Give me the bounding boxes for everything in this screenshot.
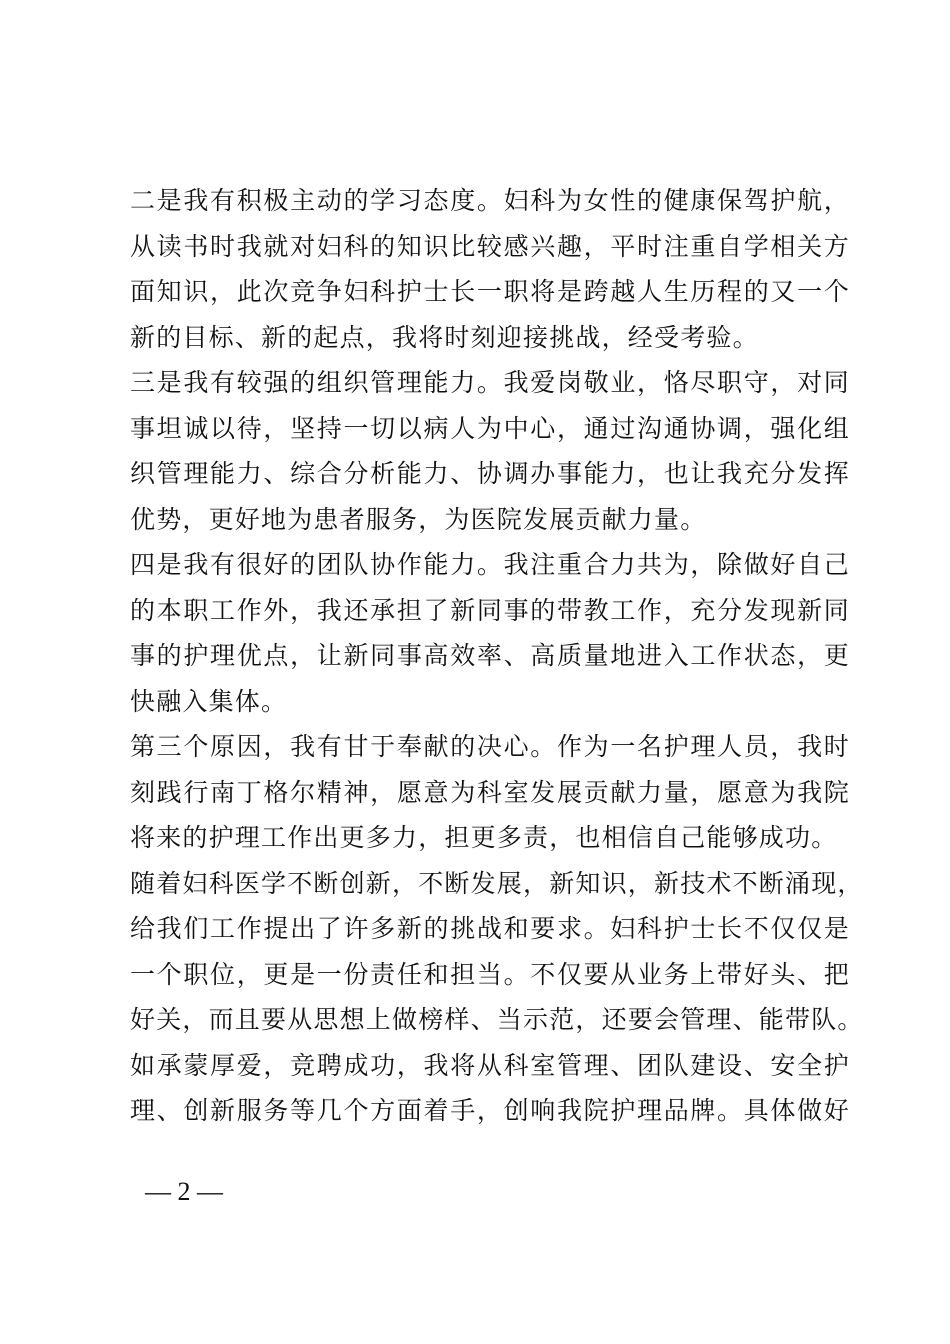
text-line: 一个职位，更是一份责任和担当。不仅要从业务上带好头、把: [130, 959, 850, 989]
text-line: 事的护理优点，让新同事高效率、高质量地进入工作状态，更: [130, 641, 850, 670]
text-line: 随着妇科医学不断创新，不断发展，新知识，新技术不断涌现，: [130, 868, 864, 898]
text-line: 理、创新服务等几个方面着手，创响我院护理品牌。具体做好: [130, 1096, 850, 1125]
text-line: 第三个原因，我有甘于奉献的决心。作为一名护理人员，我时: [130, 732, 850, 761]
text-line: 三是我有较强的组织管理能力。我爱岗敬业，恪尽职守，对同: [130, 368, 850, 397]
body-text: [130, 178, 864, 1134]
text-line: 织管理能力、综合分析能力、协调办事能力，也让我充分发挥: [130, 459, 850, 488]
text-line: 如承蒙厚爱，竞聘成功，我将从科室管理、团队建设、安全护: [130, 1050, 850, 1080]
text-line: 给我们工作提出了许多新的挑战和要求。妇科护士长不仅仅是: [130, 914, 850, 943]
text-line: 优势，更好地为患者服务，为医院发展贡献力量。: [130, 504, 707, 534]
text-line: 的本职工作外，我还承担了新同事的带教工作，充分发现新同: [130, 595, 850, 625]
text-line: 从读书时我就对妇科的知识比较感兴趣，平时注重自学相关方: [130, 231, 850, 261]
text-line: 快融入集体。: [130, 686, 288, 716]
page-number: — 2 —: [145, 1177, 223, 1206]
text-line: 刻践行南丁格尔精神，愿意为科室发展贡献力量，愿意为我院: [130, 777, 850, 807]
text-line: 好关，而且要从思想上做榜样、当示范，还要会管理、能带队。: [130, 1005, 864, 1034]
text-line: 将来的护理工作出更多力，担更多责，也相信自己能够成功。: [130, 823, 838, 852]
text-line: 四是我有很好的团队协作能力。我注重合力共为，除做好自己: [130, 550, 850, 579]
text-line: 面知识，此次竞争妇科护士长一职将是跨越人生历程的又一个: [130, 277, 850, 306]
text-line: 事坦诚以待，坚持一切以病人为中心，通过沟通协调，强化组: [130, 413, 850, 443]
text-line: 新的目标、新的起点，我将时刻迎接挑战，经受考验。: [130, 322, 759, 352]
text-line: 二是我有积极主动的学习态度。妇科为女性的健康保驾护航，: [130, 186, 850, 215]
